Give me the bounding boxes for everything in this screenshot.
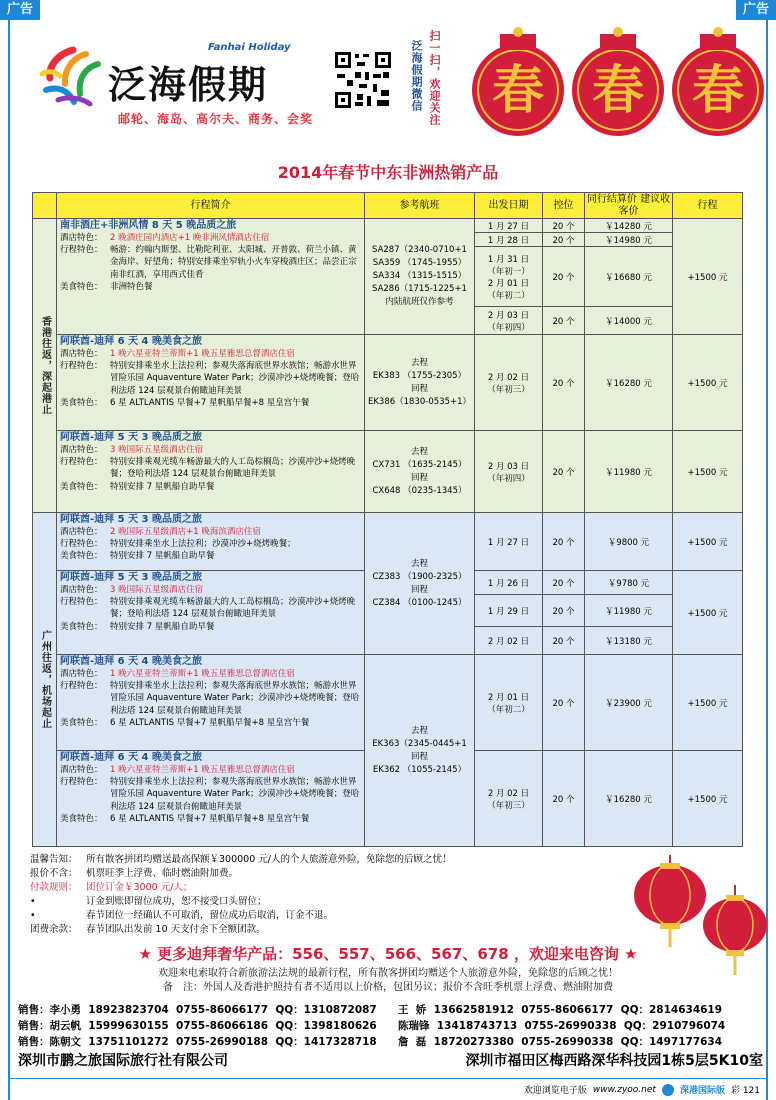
site-link[interactable]: www.zyoo.net <box>592 1084 656 1095</box>
product-title: 阿联酋-迪拜 6 天 4 晚美食之旅 <box>60 656 202 667</box>
company-name: 深圳市鹏之旅国际旅行社有限公司 <box>18 1053 228 1069</box>
product-hk-3: 阿联酋-迪拜 5 天 3 晚品质之旅 酒店特色： 3 晚国际五星级酒店住宿 行程特色： 特别安排乘观光缆车畅游最大的人工岛棕榈岛；沙漠冲沙+烧烤晚餐；登哈利法塔 124 层观景台俯瞰迪拜美景 美食特色： 特别安排 7 星帆船自助早餐 <box>57 431 365 513</box>
extra-cell: +1500 元 <box>673 219 743 335</box>
flights-hk-3: 去程 CX731 （1635-2145） 回程 CX648 （0235-1345） <box>365 431 475 513</box>
product-gz-4: 阿联酋-迪拜 6 天 4 晚美食之旅 酒店特色： 1 晚六星亚特兰蒂斯+1 晚五星雅思总督酒店住宿 行程特色： 特别安排乘坐水上法拉利；参观失落海底世界水族馆；畅游水世界冒险乐园 Aquaventure Water Park；沙漠冲沙+烧烤晚餐；登哈利法塔 124 层观景台俯瞰迪拜美景 美食特色： 6 星 ALTLANTIS 早餐+7 星帆船早餐+8 星皇宫午餐 <box>57 751 365 847</box>
extra-cell: +1500 元 <box>673 513 743 571</box>
date-cell: 2 月 02 日 （年初三） <box>475 335 543 431</box>
date-cell: 2 月 02 日 （年初三） <box>475 751 543 847</box>
product-table <box>32 192 743 847</box>
price-cell: ￥23900 元 <box>585 655 673 751</box>
wechat-caption-red: 扫一扫，欢迎关注 <box>428 30 441 126</box>
sales-contacts <box>18 1002 763 1050</box>
flights-hk-2: 去程 EK383 （1755-2305） 回程 EK386（1830-0535+1） <box>365 335 475 431</box>
quota-cell: 20 个 <box>543 571 585 595</box>
notes: 欢迎来电索取符合新旅游法法规的最新行程，所有散客拼团均赠送个人旅游意外险，免除您的后顾之忧！ 备 注：外国人及香港护照持有者不适用以上价格，包团另议；报价不含旺季机票上浮费、燃油附加费 <box>158 968 618 993</box>
gz-side-label: 广州往返，机场起止 <box>33 513 57 847</box>
tip-text: 所有散客拼团均赠送最高保额￥300000 元/人的个人旅游意外险，免除您的后顾之忧！ <box>86 854 452 865</box>
wechat-qr-code-icon <box>333 50 393 116</box>
quota-cell: 20 个 <box>543 627 585 655</box>
logo <box>38 42 328 132</box>
date-cell: 2 月 03 日 （年初四） <box>475 431 543 513</box>
sales-row: 销售：陈朝文 13751101272 0755-26990188 QQ：1417328718 詹 磊 18720273380 0755-26990338 QQ：1497177634 <box>18 1036 723 1048</box>
date-cell: 1 月 29 日 <box>475 595 543 627</box>
lantern-decoration <box>625 855 775 985</box>
price-cell: ￥14280 元 <box>585 219 673 233</box>
col-summary: 行程简介 <box>57 193 365 219</box>
exclusions-text: 机票旺季上浮费、临时燃油附加费。 <box>86 868 239 879</box>
product-hk-1: 南非酒庄+非洲风情 8 天 5 晚品质之旅 酒店特色： 2 晚酒庄园内酒店+1 晚非洲风情酒店住宿 行程特色： 畅游：约翰内斯堡、比勒陀利亚、太阳城、开普敦、荷兰小镇、黄金海岸、好望角；特别安排乘坐窄轨小火车穿梭酒庄区；品尝正宗南非红酒，享用西式佳肴 美食特色： 非洲特色餐 <box>57 219 365 335</box>
brand-badge-icon <box>662 1084 674 1096</box>
quota-cell: 20 个 <box>543 233 585 247</box>
price-cell: ￥11980 元 <box>585 431 673 513</box>
hk-side-label: 香港往返，深起港止 <box>33 219 57 513</box>
header <box>0 0 776 150</box>
logo-english: Fanhai Holiday <box>208 42 291 53</box>
col-price: 同行结算价 建议收客价 <box>585 193 673 219</box>
product-gz-3: 阿联酋-迪拜 6 天 4 晚美食之旅 酒店特色： 1 晚六星亚特兰蒂斯+1 晚五星雅思总督酒店住宿 行程特色： 特别安排乘坐水上法拉利；参观失落海底世界水族馆；畅游水世界冒险乐园 Aquaventure Water Park；沙漠冲沙+烧烤晚餐；登哈利法塔 124 层观景台俯瞰迪拜美景 美食特色： 6 星 ALTLANTIS 早餐+7 星帆船早餐+8 星皇宫午餐 <box>57 655 365 751</box>
sales-row: 销售：李小勇 18923823704 0755-86066177 QQ：1310872087 王 娇 13662581912 0755-86066177 QQ：2814634619 <box>18 1004 723 1016</box>
balance-text: 春节团队出发前 10 天支付余下全额团款。 <box>86 924 266 935</box>
quota-cell: 20 个 <box>543 307 585 335</box>
spring-festival-decoration <box>470 24 770 148</box>
date-cell: 2 月 01 日 （年初二） <box>475 655 543 751</box>
date-cell: 1 月 26 日 <box>475 571 543 595</box>
welcome-text: 欢迎浏览电子版 <box>523 1086 587 1096</box>
flights-hk-1: SA287（2340-0710+1 SA359 （1745-1955） SA334 （1315-1515） SA286（1715-1225+1 内陆航班仅作参考 <box>365 219 475 335</box>
page-title: 2014年春节中东非洲热销产品 <box>277 163 499 182</box>
header-blank <box>33 193 57 219</box>
terms: 温馨告知： 所有散客拼团均赠送最高保额￥300000 元/人的个人旅游意外险，免除您的后顾之忧！ 报价不含： 机票旺季上浮费、临时燃油附加费。 付款规则： 团位订金￥3000 元/人； • 订金到账即留位成功，恕不接受口头留位； • 春节团位一经确认不可取消，留位成功后取消，订金不退。 团费余款： 春节团队出发前 10 天支付余下全额团款。 <box>30 854 452 935</box>
quota-cell: 20 个 <box>543 655 585 751</box>
price-cell: ￥16280 元 <box>585 335 673 431</box>
product-title: 阿联酋-迪拜 5 天 3 晚品质之旅 <box>60 514 202 525</box>
product-title: 南非酒庄+非洲风情 8 天 5 晚品质之旅 <box>60 220 237 231</box>
date-cell: 2 月 02 日 <box>475 627 543 655</box>
product-hk-2: 阿联酋-迪拜 6 天 4 晚美食之旅 酒店特色： 1 晚六星亚特兰蒂斯+1 晚五星雅思总督酒店住宿 行程特色： 特别安排乘坐水上法拉利；参观失落海底世界水族馆；畅游水世界冒险乐园 Aquaventure Water Park；沙漠冲沙+烧烤晚餐；登哈利法塔 124 层观景台俯瞰迪拜美景 美食特色： 6 星 ALTLANTIS 早餐+7 星帆船早餐+8 星皇宫午餐 <box>57 335 365 431</box>
spring-char-1: 春 <box>491 61 545 121</box>
extra-cell: +1500 元 <box>673 571 743 655</box>
date-cell: 2 月 03 日 （年初四） <box>475 307 543 335</box>
quota-cell: 20 个 <box>543 513 585 571</box>
quota-cell: 20 个 <box>543 751 585 847</box>
flights-gz-a: 去程 CZ383 （1900-2325） 回程 CZ384 （0100-1245） <box>365 513 475 655</box>
spring-char-3: 春 <box>691 61 745 121</box>
spring-char-2: 春 <box>591 61 645 121</box>
col-flights: 参考航班 <box>365 193 475 219</box>
quota-cell: 20 个 <box>543 595 585 627</box>
product-title: 阿联酋-迪拜 6 天 4 晚美食之旅 <box>60 752 202 763</box>
company-address: 深圳市福田区梅西路深华科技园1栋5层5K10室 <box>465 1053 763 1069</box>
quota-cell: 20 个 <box>543 247 585 307</box>
col-itinerary: 行程 <box>673 193 743 219</box>
price-cell: ￥14000 元 <box>585 307 673 335</box>
payment-rule-2: 春节团位一经确认不可取消，留位成功后取消，订金不退。 <box>86 910 334 921</box>
logo-subtitle: 邮轮、海岛、高尔夫、商务、会奖 <box>118 112 314 126</box>
page-number: 彩 121 <box>730 1086 760 1096</box>
extra-cell: +1500 元 <box>673 431 743 513</box>
product-gz-2: 阿联酋-迪拜 5 天 3 晚品质之旅 酒店特色： 3 晚国际五星级酒店住宿 行程特色： 特别安排乘观光缆车畅游最大的人工岛棕榈岛；沙漠冲沙+烧烤晚餐；登哈利法塔 124 层观景台俯瞰迪拜美景 美食特色： 特别安排 7 星帆船自助早餐 <box>57 571 365 655</box>
brand-name: 深港国际版 <box>679 1086 725 1096</box>
extra-cell: +1500 元 <box>673 751 743 847</box>
price-cell: ￥9800 元 <box>585 513 673 571</box>
date-cell: 1 月 27 日 <box>475 513 543 571</box>
date-cell: 1 月 31 日 （年初一） 2 月 01 日 （年初二） <box>475 247 543 307</box>
table-header-row <box>33 193 743 219</box>
quota-cell: 20 个 <box>543 431 585 513</box>
wechat-caption-blue: 泛海假期微信 <box>410 40 423 112</box>
payment-text: 团位订金￥3000 元/人； <box>86 882 193 893</box>
product-title: 阿联酋-迪拜 6 天 4 晚美食之旅 <box>60 336 202 347</box>
quota-cell: 20 个 <box>543 219 585 233</box>
ad-tag-left: 广告 <box>0 0 40 20</box>
product-title: 阿联酋-迪拜 5 天 3 晚品质之旅 <box>60 432 202 443</box>
company-info <box>18 1050 763 1070</box>
price-cell: ￥13180 元 <box>585 627 673 655</box>
product-gz-1: 阿联酋-迪拜 5 天 3 晚品质之旅 酒店特色： 2 晚国际五星级酒店+1 晚海滨酒店住宿 行程特色： 特别安排乘坐水上法拉利；沙漠冲沙+烧烤晚餐； 美食特色： 特别安排 7 星帆船自助早餐 <box>57 513 365 571</box>
payment-rule-1: 订金到账即留位成功，恕不接受口头留位； <box>86 896 267 907</box>
extra-cell: +1500 元 <box>673 655 743 751</box>
date-cell: 1 月 27 日 <box>475 219 543 233</box>
price-cell: ￥11980 元 <box>585 595 673 627</box>
price-cell: ￥9780 元 <box>585 571 673 595</box>
sales-row: 销售：胡云帆 15999630155 0755-86066186 QQ：1398180626 陈瑞锋 13418743713 0755-26990338 QQ：2910796074 <box>18 1020 726 1032</box>
ad-tag-right: 广告 <box>736 0 776 20</box>
hotline-banner: ★ 更多迪拜奢华产品：556、557、566、567、678 ，欢迎来电咨询 ★ <box>138 945 638 963</box>
price-cell: ￥16680 元 <box>585 247 673 307</box>
flights-gz-b: 去程 EK363（2345-0445+1 回程 EK362 （1055-2145） <box>365 655 475 847</box>
extra-cell: +1500 元 <box>673 335 743 431</box>
col-dates: 出发日期 <box>475 193 543 219</box>
quota-cell: 20 个 <box>543 335 585 431</box>
date-cell: 1 月 28 日 <box>475 233 543 247</box>
col-quota: 控位 <box>543 193 585 219</box>
price-cell: ￥14980 元 <box>585 233 673 247</box>
page-footer <box>10 1078 766 1100</box>
logo-chinese: 泛海假期 <box>108 63 269 107</box>
price-cell: ￥16280 元 <box>585 751 673 847</box>
product-title: 阿联酋-迪拜 5 天 3 晚品质之旅 <box>60 572 202 583</box>
swirl-logo-icon <box>38 46 108 108</box>
